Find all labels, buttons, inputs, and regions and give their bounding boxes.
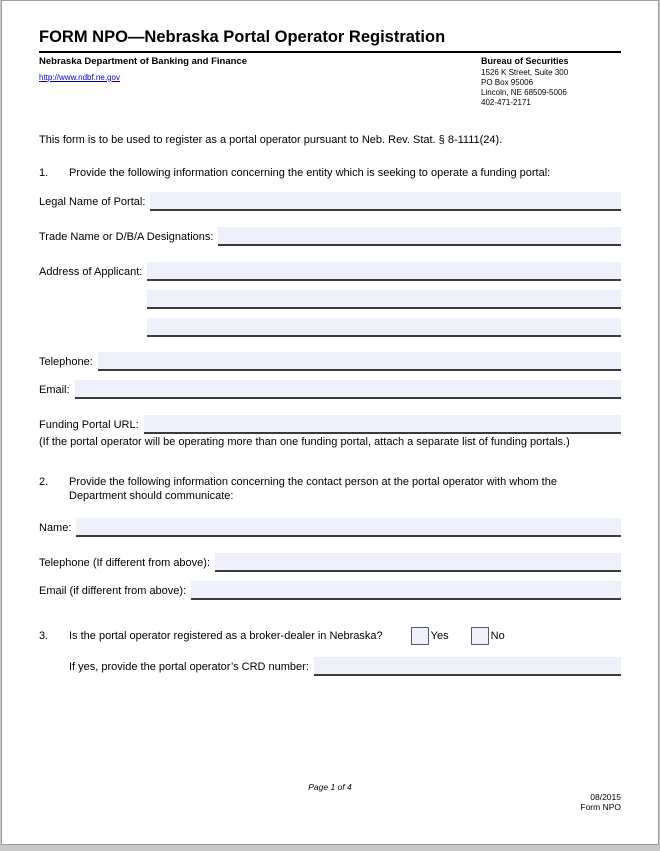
contact-email-label: Email (if different from above): (39, 585, 187, 598)
email-row (39, 380, 621, 399)
crd-number-label: If yes, provide the portal operator’s CRD number: (69, 661, 309, 674)
broker-dealer-choice-group (411, 627, 505, 645)
address-row-3 (39, 318, 621, 337)
question-1-number: 1. (39, 166, 49, 179)
trade-name-row (39, 227, 621, 246)
form-intro-text: This form is to be used to register as a portal operator pursuant to Neb. Rev. Stat. § 8-1111(24). (39, 133, 503, 146)
question-3-number: 3. (39, 630, 49, 643)
contact-telephone-row (39, 553, 621, 572)
email-input[interactable] (75, 380, 621, 399)
form-content (2, 1, 658, 676)
address-line1-input[interactable] (147, 262, 621, 281)
yes-checkbox-label: Yes (430, 630, 449, 643)
question-3 (39, 629, 621, 645)
bureau-block (481, 56, 621, 108)
contact-name-label: Name: (39, 522, 72, 535)
email-label: Email: (39, 383, 70, 396)
question-3-text: Is the portal operator registered as a broker-dealer in Nebraska? (69, 630, 383, 643)
yes-checkbox[interactable] (411, 627, 429, 645)
question-2-text: Provide the following information concerning the contact person at the portal operator with whom the Department should communicate: (69, 476, 557, 503)
agency-name: Nebraska Department of Banking and Finance (39, 55, 247, 67)
trade-name-input[interactable] (218, 227, 621, 246)
question-1 (39, 166, 621, 180)
telephone-row (39, 352, 621, 371)
contact-telephone-label: Telephone (If different from above): (39, 557, 211, 570)
no-checkbox[interactable] (471, 627, 489, 645)
telephone-input[interactable] (98, 352, 621, 371)
legal-name-row (39, 192, 621, 211)
form-title: FORM NPO—Nebraska Portal Operator Registration (39, 28, 621, 53)
address-row-2 (39, 290, 621, 309)
contact-name-row (39, 518, 621, 537)
form-header (39, 56, 621, 108)
form-page (1, 0, 659, 845)
crd-number-row (39, 657, 621, 676)
no-checkbox-label: No (490, 630, 505, 643)
contact-name-input[interactable] (76, 518, 621, 537)
funding-url-row (39, 415, 621, 434)
address-line2-input[interactable] (147, 290, 621, 309)
form-short-name: Form NPO (580, 802, 621, 812)
address-line3-input[interactable] (147, 318, 621, 337)
question-2 (39, 475, 621, 503)
contact-email-input[interactable] (191, 581, 621, 600)
funding-url-label: Funding Portal URL: (39, 418, 139, 431)
page-number-indicator: Page 1 of 4 (308, 782, 352, 792)
funding-url-input[interactable] (144, 415, 621, 434)
question-2-number: 2. (39, 476, 49, 489)
trade-name-label: Trade Name or D/B/A Designations: (39, 230, 214, 243)
agency-block (39, 56, 247, 108)
bureau-address-line1: 1526 K Street, Suite 300 (481, 67, 569, 77)
bureau-address-line2: PO Box 95006 (481, 77, 534, 87)
contact-telephone-input[interactable] (215, 553, 621, 572)
address-row-1 (39, 262, 621, 281)
contact-email-row (39, 581, 621, 600)
revision-date: 08/2015 (590, 792, 621, 802)
crd-number-input[interactable] (314, 657, 621, 676)
question-1-text: Provide the following information concerning the entity which is seeking to operate a funding portal: (69, 166, 551, 179)
funding-url-note: (If the portal operator will be operating more than one funding portal, attach a separate list of funding portals.) (39, 435, 570, 448)
legal-name-input[interactable] (150, 192, 621, 211)
legal-name-label: Legal Name of Portal: (39, 195, 146, 208)
bureau-name: Bureau of Securities (481, 55, 569, 66)
agency-website-link[interactable]: http://www.ndbf.ne.gov (39, 72, 120, 82)
telephone-label: Telephone: (39, 355, 93, 368)
bureau-address-line3: Lincoln, NE 68509-5006 (481, 87, 567, 97)
footer-revision-block (580, 792, 621, 812)
address-label: Address of Applicant: (39, 265, 143, 278)
bureau-phone: 402-471-2171 (481, 97, 531, 107)
